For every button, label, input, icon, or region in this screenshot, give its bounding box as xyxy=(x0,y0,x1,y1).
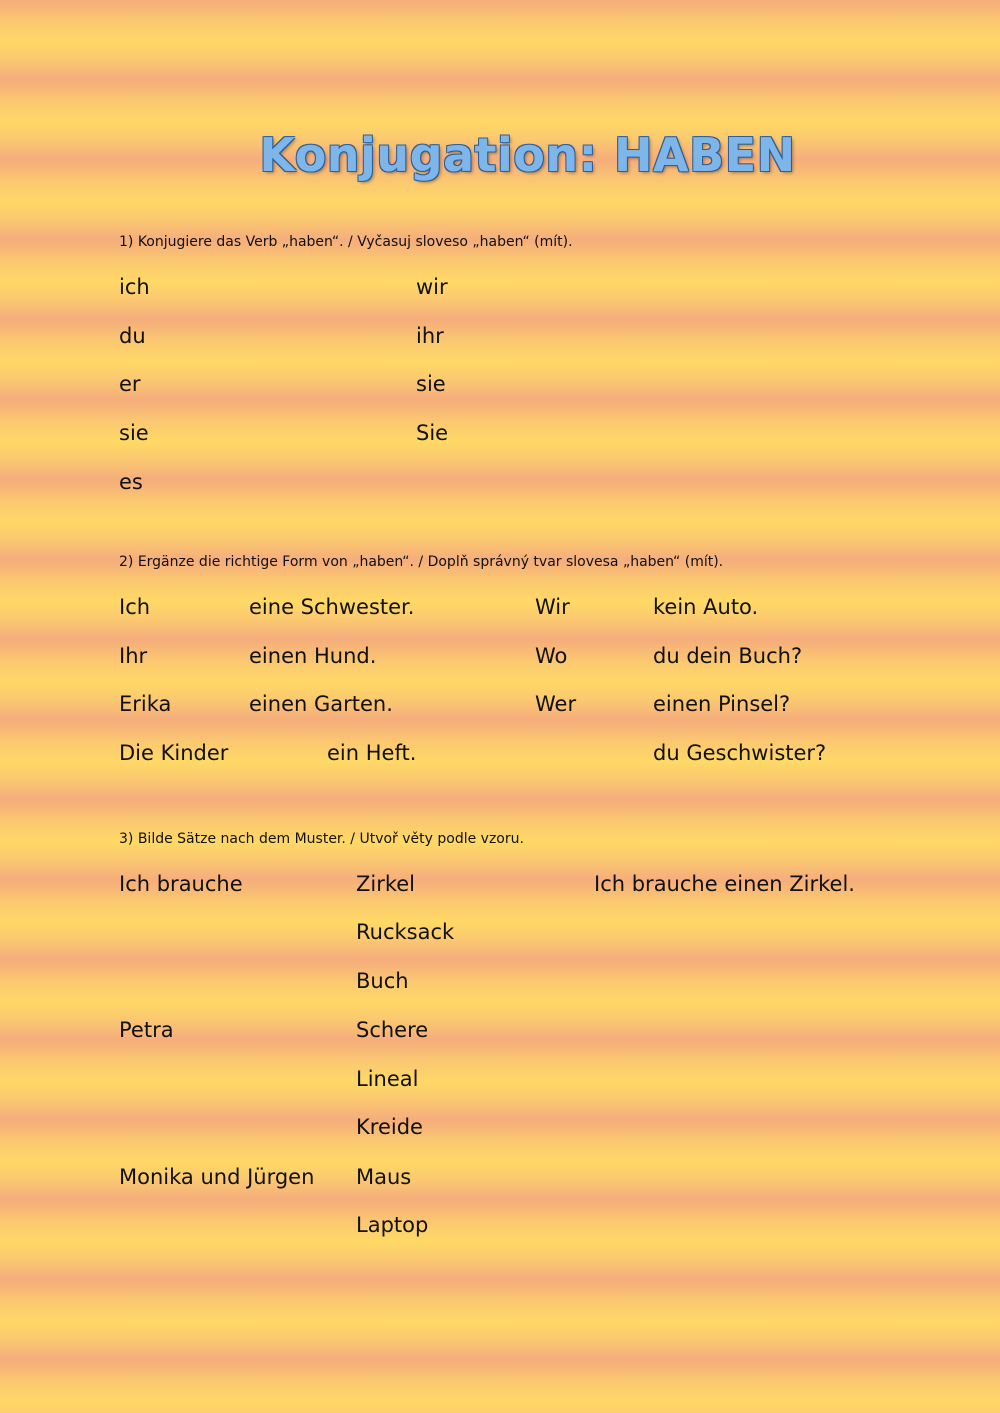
noun-item: Rucksack xyxy=(356,920,455,944)
pronoun-es: es xyxy=(119,470,143,494)
sentence-subject: Ich xyxy=(119,595,151,619)
pronoun-ihr: ihr xyxy=(416,324,444,348)
pronoun-sie-plural: sie xyxy=(416,372,446,396)
sentence-subject: Wer xyxy=(535,692,577,716)
sentence-rest: eine Schwester. xyxy=(249,595,415,619)
pronoun-ich: ich xyxy=(119,275,150,299)
noun-item: Kreide xyxy=(356,1115,423,1139)
sentence-subject: Die Kinder xyxy=(119,741,229,765)
sentence-rest: ein Heft. xyxy=(327,741,417,765)
noun-item: Maus xyxy=(356,1165,412,1189)
sentence-rest: kein Auto. xyxy=(653,595,759,619)
sentence-rest: einen Pinsel? xyxy=(653,692,791,716)
sentence-subject: Ihr xyxy=(119,644,148,668)
pronoun-er: er xyxy=(119,372,141,396)
sentence-subject: Wo xyxy=(535,644,568,668)
example-sentence: Ich brauche einen Zirkel. xyxy=(594,872,855,896)
noun-item: Schere xyxy=(356,1018,429,1042)
noun-item: Zirkel xyxy=(356,872,416,896)
sentence-subject: Wir xyxy=(535,595,570,619)
sentence-rest: du dein Buch? xyxy=(653,644,803,668)
subject-ich-brauche: Ich brauche xyxy=(119,872,243,896)
sentence-rest: du Geschwister? xyxy=(653,741,827,765)
noun-item: Laptop xyxy=(356,1213,429,1237)
instruction-2: 2) Ergänze die richtige Form von „haben“. / Doplň správný tvar slovesa „haben“ (mít). xyxy=(119,554,724,570)
pronoun-du: du xyxy=(119,324,146,348)
instruction-1: 1) Konjugiere das Verb „haben“. / Vyčasuj sloveso „haben“ (mít). xyxy=(119,234,573,250)
pronoun-sie: sie xyxy=(119,421,149,445)
sentence-subject: Erika xyxy=(119,692,172,716)
pronoun-wir: wir xyxy=(416,275,448,299)
pronoun-sie-formal: Sie xyxy=(416,421,449,445)
noun-item: Buch xyxy=(356,969,409,993)
instruction-3: 3) Bilde Sätze nach dem Muster. / Utvoř věty podle vzoru. xyxy=(119,831,524,847)
noun-item: Lineal xyxy=(356,1067,419,1091)
sentence-rest: einen Hund. xyxy=(249,644,377,668)
subject-petra: Petra xyxy=(119,1018,174,1042)
subject-monika-und-juergen: Monika und Jürgen xyxy=(119,1165,315,1189)
page-title: Konjugation: HABEN xyxy=(259,128,796,182)
sentence-rest: einen Garten. xyxy=(249,692,393,716)
